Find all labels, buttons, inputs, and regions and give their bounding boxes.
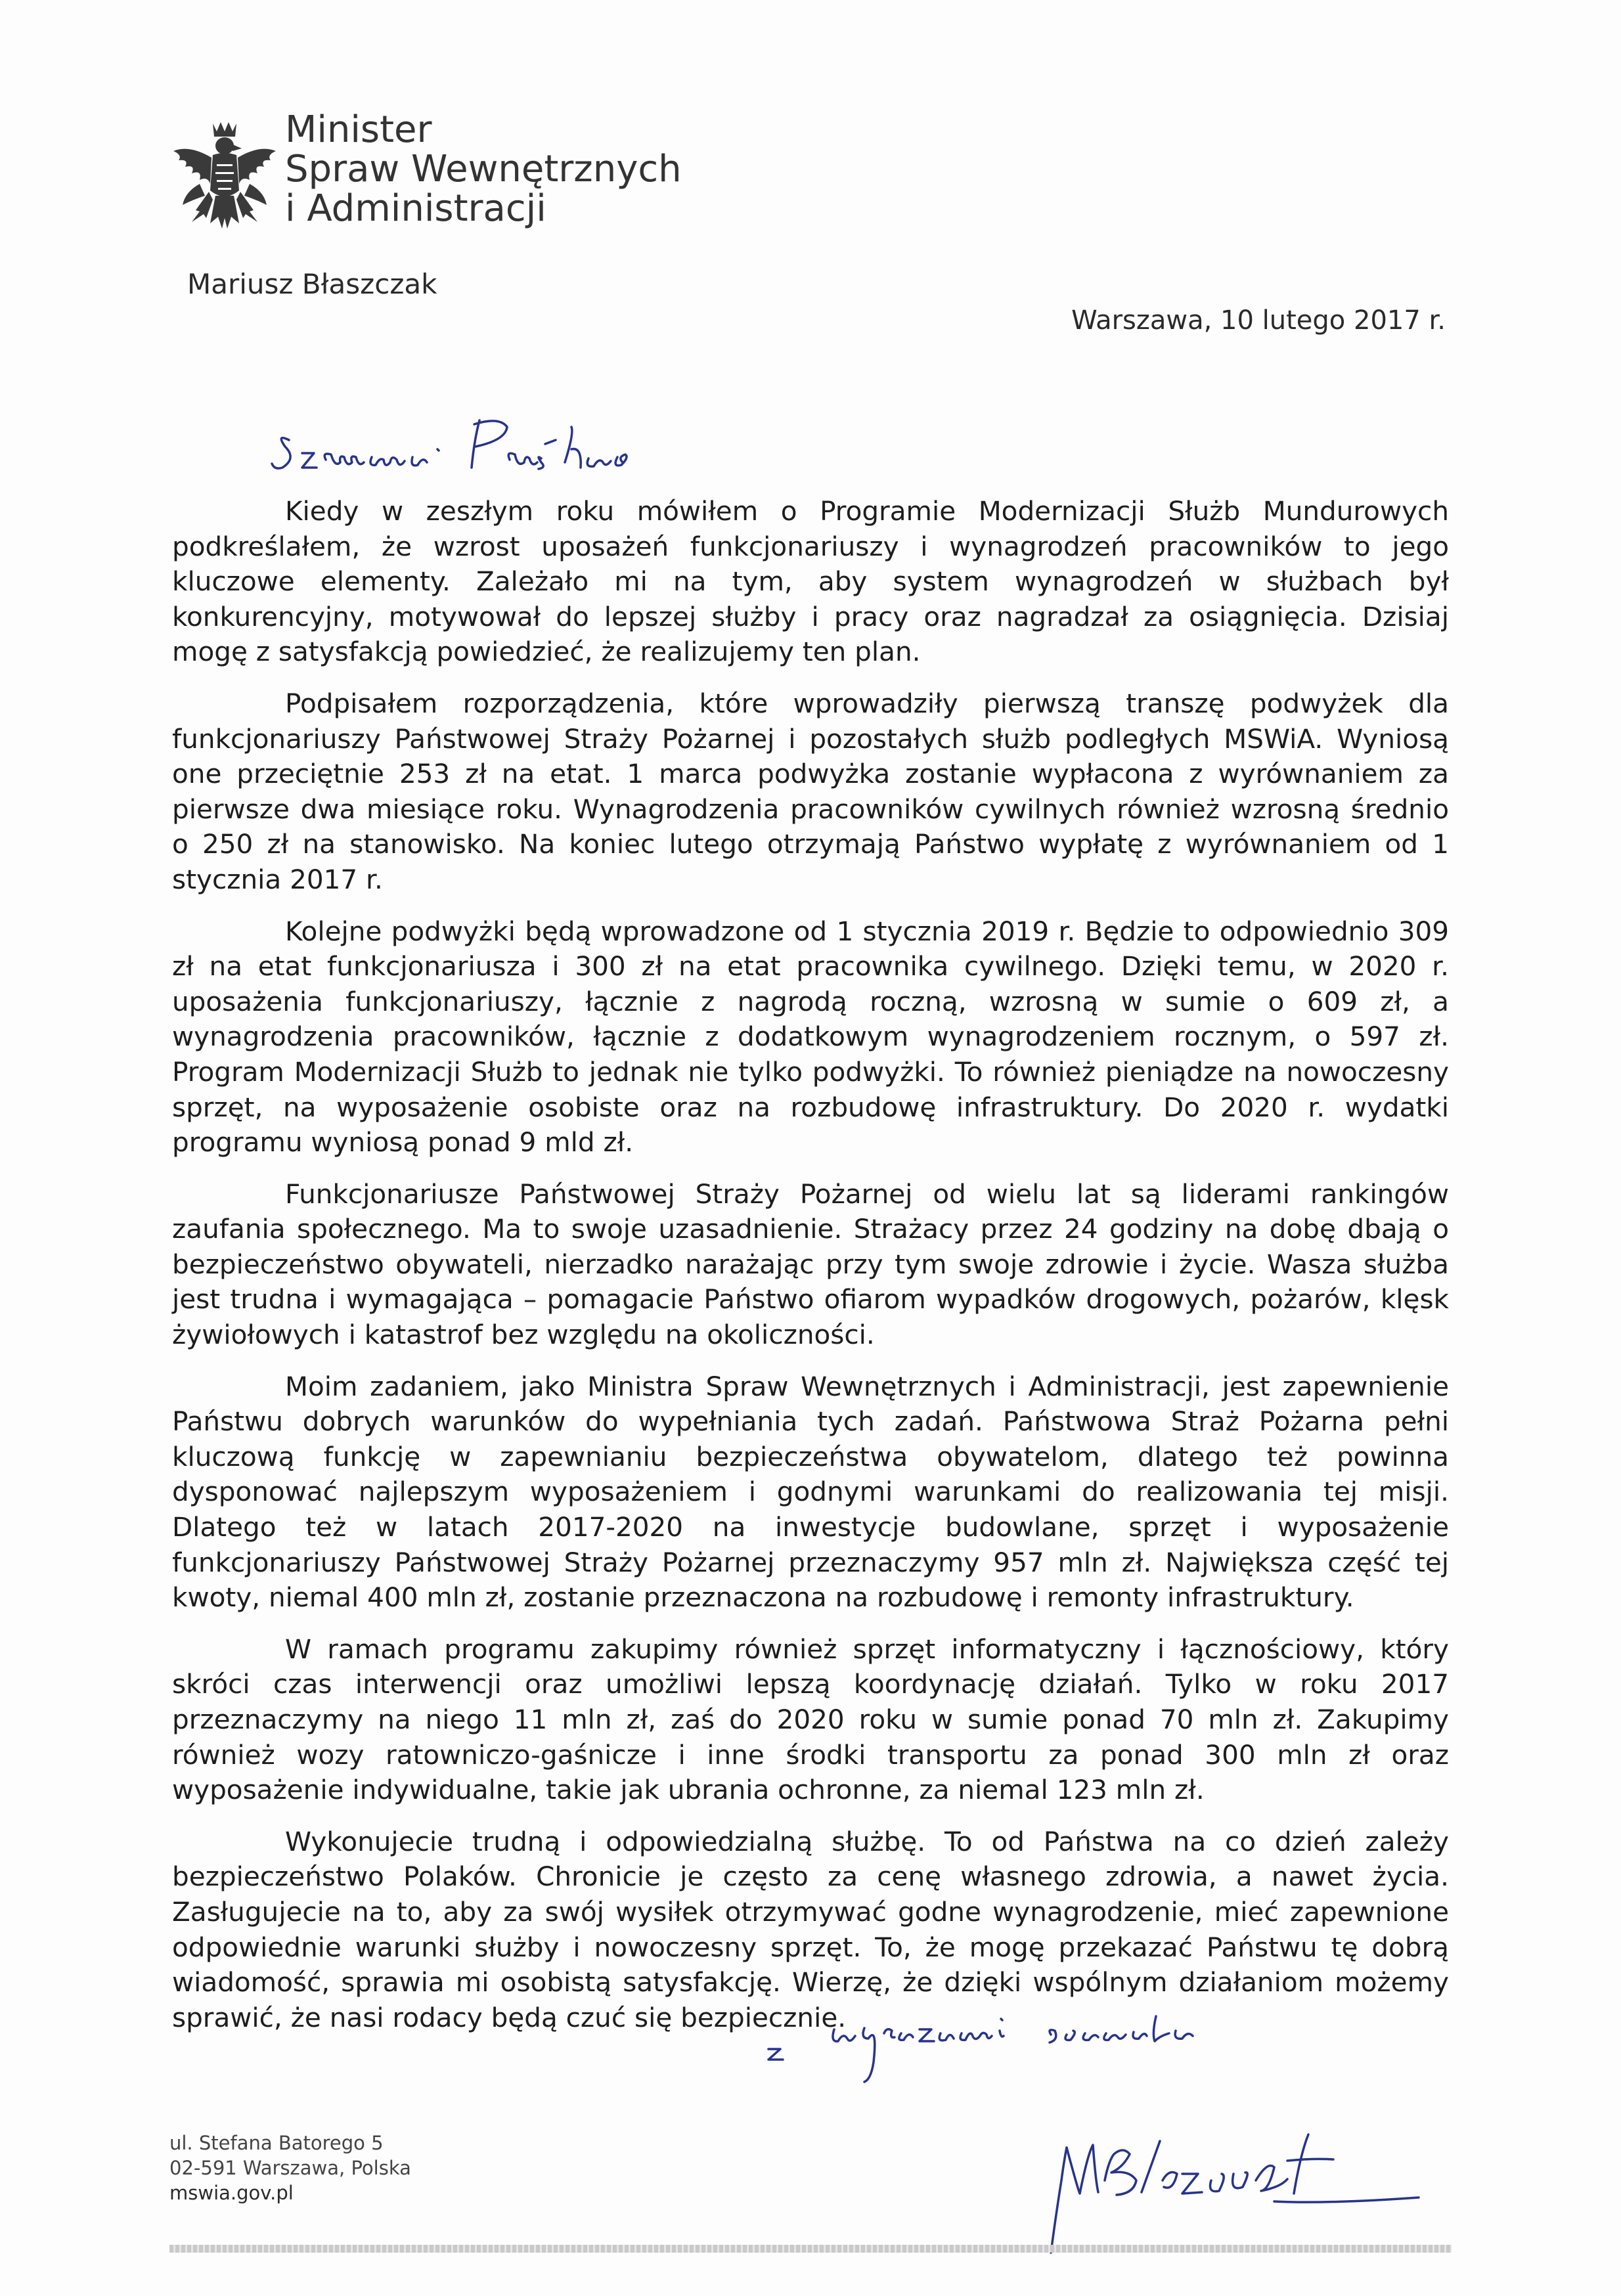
paragraph-3: Kolejne podwyżki będą wprowadzone od 1 stycznia 2019 r. Będzie to odpowiednio 309 zł na etat funkcjonariusza i 300 zł na etat pracownika cywilnego. Dzięki temu, w 2020 r. uposażenia funkcjonariuszy, łącznie z nagrodą roczną, wzrosną w sumie o 609 zł, a wynagrodzenia pracowników, łącznie z dodatkowym wynagrodzeniem rocznym, o 597 zł. Program Modernizacji Służb to jednak nie tylko podwyżki. To również pieniądze na nowoczesny sprzęt, na wyposażenie osobiste oraz na rozbudowę infrastruktury. Do 2020 r. wydatki programu wyniosą ponad 9 mld zł.: [172, 915, 1449, 1159]
scan-bottom-rule: [169, 2245, 1452, 2253]
ministry-name: [285, 110, 682, 229]
paragraph-7: Wykonujecie trudną i odpowiedzialną służbę. To od Państwa na co dzień zależy bezpieczeństwo Polaków. Chronicie je często za cenę własnego zdrowia, a nawet życia. Zasługujecie na to, aby za swój wysiłek otrzymywać godne wynagrodzenie, mieć zapewnione odpowiednie warunki służby i nowoczesny sprzęt. To, że mogę przekazać Państwu tę dobrą wiadomość, sprawia mi osobistą satysfakcję. Wierzę, że dzięki wspólnym działaniom możemy sprawić, że nasi rodacy będą czuć się bezpiecznie.: [172, 1825, 1449, 2033]
letter-date: Warszawa, 10 lutego 2017 r.: [1071, 305, 1446, 336]
ministry-line-1: Minister: [285, 108, 432, 151]
paragraph-2: Podpisałem rozporządzenia, które wprowadziły pierwszą transzę podwyżek dla funkcjonariuszy Państwowej Straży Pożarnej i pozostałych służb podległych MSWiA. Wyniosą one przeciętnie 253 zł na etat. 1 marca podwyżka zostanie wypłacona z wyrównaniem za pierwsze dwa miesiące roku. Wynagrodzenia pracowników cywilnych również wzrosną średnio o 250 zł na stanowisko. Na koniec lutego otrzymają Państwo wypłatę z wyrównaniem od 1 stycznia 2017 r.: [172, 687, 1449, 895]
letter-body: [172, 494, 1449, 2052]
sender-name: Mariusz Błaszczak: [187, 268, 437, 300]
address-line-1: ul. Stefana Batorego 5: [169, 2132, 384, 2154]
paragraph-4: Funkcjonariusze Państwowej Straży Pożarnej od wielu lat są liderami rankingów zaufania społecznego. Ma to swoje uzasadnienie. Strażacy przez 24 godziny na dobę dbają o bezpieczeństwo obywateli, nierzadko narażając przy tym swoje zdrowie i życie. Wasza służba jest trudna i wymagająca – pomagacie Państwo ofiarom wypadków drogowych, pożarów, klęsk żywiołowych i katastrof bez względu na okoliczności.: [172, 1178, 1449, 1351]
paragraph-1: Kiedy w zeszłym roku mówiłem o Programie Modernizacji Służb Mundurowych podkreślałem, że wzrost uposażeń funkcjonariuszy i wynagrodzeń pracowników to jego kluczowe elementy. Zależało mi na tym, aby system wynagrodzeń w służbach był konkurencyjny, motywował do lepszej służby i pracy oraz nagradzał za osiągnięcia. Dzisiaj mogę z satysfakcją powiedzieć, że realizujemy ten plan.: [172, 495, 1449, 668]
website-link[interactable]: mswia.gov.pl: [169, 2182, 294, 2204]
ministry-line-2: Spraw Wewnętrznych: [285, 148, 682, 190]
ministry-line-3: i Administracji: [285, 187, 546, 230]
address-footer: [169, 2130, 411, 2205]
paragraph-5: Moim zadaniem, jako Ministra Spraw Wewnętrznych i Administracji, jest zapewnienie Państwu dobrych warunków do wypełniania tych zadań. Państwowa Straż Pożarna pełni kluczową funkcję w zapewnianiu bezpieczeństwa obywatelom, dlatego też powinna dysponować najlepszym wyposażeniem i godnymi warunkami do realizowania tej misji. Dlatego też w latach 2017-2020 na inwestycje budowlane, sprzęt i wyposażenie funkcjonariuszy Państwowej Straży Pożarnej przeznaczymy 957 mln zł. Największa część tej kwoty, niemal 400 mln zł, zostanie przeznaczona na rozbudowę i remonty infrastruktury.: [172, 1370, 1449, 1614]
eagle-emblem-icon: [169, 118, 278, 247]
paragraph-6: W ramach programu zakupimy również sprzęt informatyczny i łącznościowy, który skróci czas interwencji oraz umożliwi lepszą koordynację działań. Tylko w roku 2017 przeznaczymy na niego 11 mln zł, zaś do 2020 roku w sumie ponad 70 mln zł. Zakupimy również wozy ratowniczo-gaśnicze i inne środki transportu za ponad 300 mln zł oraz wyposażenie indywidualne, takie jak ubrania ochronne, za niemal 123 mln zł.: [172, 1633, 1449, 1806]
handwritten-salutation: [263, 394, 722, 493]
address-line-2: 02-591 Warszawa, Polska: [169, 2157, 411, 2179]
handwritten-closing: [749, 1970, 1340, 2088]
